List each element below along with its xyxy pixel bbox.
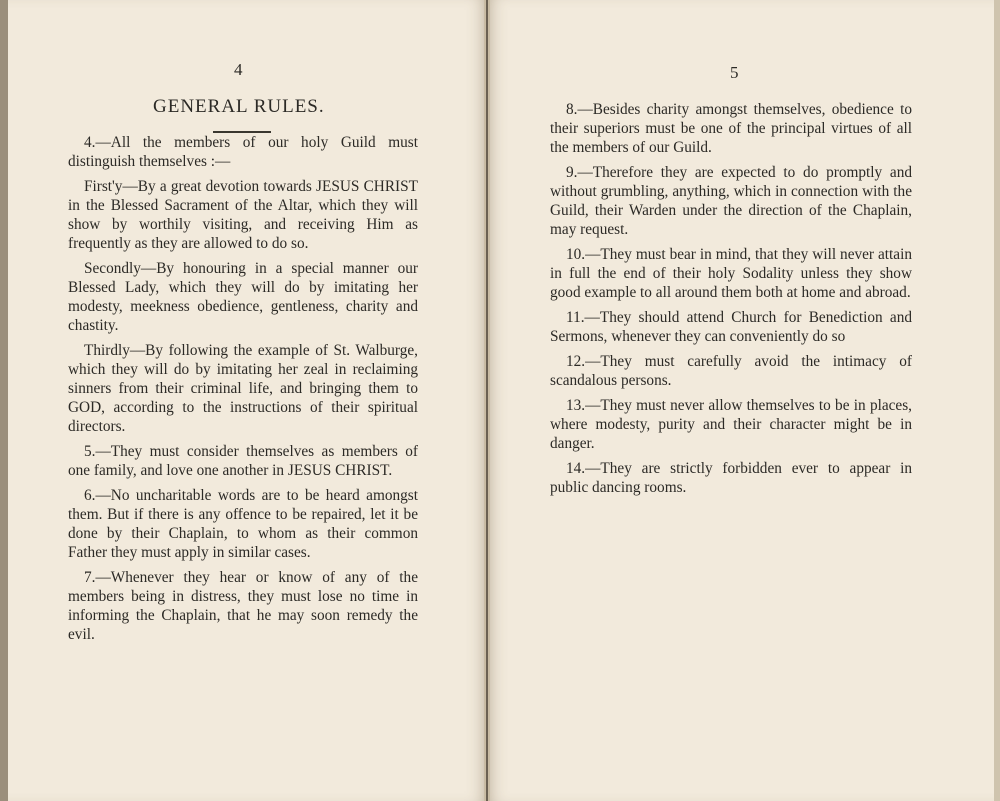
rule-5-paragraph: 5.—They must consider themselves as members of one family, and love one another in JESUS CHRIST.: [68, 443, 418, 479]
rule-11-paragraph: 11.—They should attend Church for Benediction and Sermons, whenever they can conveniently do so: [550, 309, 912, 345]
page-number-right: 5: [730, 63, 739, 82]
page-title: GENERAL RULES.: [153, 96, 325, 117]
rule-12-paragraph: 12.—They must carefully avoid the intimacy of scandalous persons.: [550, 353, 912, 389]
rule-14-paragraph: 14.—They are strictly forbidden ever to appear in public dancing rooms.: [550, 460, 912, 496]
gutter-line: [486, 0, 488, 801]
left-book-edge: [0, 0, 8, 801]
rule-8-paragraph: 8.—Besides charity amongst themselves, obedience to their superiors must be one of the principal virtues of all the members of our Guild.: [550, 101, 912, 156]
rule-9-paragraph: 9.—Therefore they are expected to do promptly and without grumbling, anything, which in connection with the Guild, their Warden under the direction of the Chaplain, may request.: [550, 164, 912, 238]
left-page-text: [68, 133, 418, 650]
rule-6-paragraph: 6.—No uncharitable words are to be heard amongst them. But if there is any offence to be repaired, let it be done by their Chaplain, to whom as their common Father they must apply in similar cases.: [68, 487, 418, 561]
thirdly-paragraph: Thirdly—By following the example of St. Walburge, which they will do by imitating her zeal in reclaiming sinners from their criminal life, and bringing them to GOD, according to the instructions of their spiritual directors.: [68, 342, 418, 435]
right-page: [490, 0, 994, 801]
secondly-paragraph: Secondly—By honouring in a special manner our Blessed Lady, which they will do by imitating her modesty, meekness obedience, gentleness, charity and chastity.: [68, 260, 418, 334]
left-page: [8, 0, 484, 801]
right-page-text: [550, 100, 912, 503]
rule-10-paragraph: 10.—They must bear in mind, that they will never attain in full the end of their holy Sodality unless they show good example to all around them both at home and abroad.: [550, 246, 912, 301]
right-book-edge: [994, 0, 1000, 801]
page-number-left: 4: [234, 60, 243, 79]
rule-13-paragraph: 13.—They must never allow themselves to be in places, where modesty, purity and their character might be in danger.: [550, 397, 912, 452]
rule-7-paragraph: 7.—Whenever they hear or know of any of the members being in distress, they must lose no time in informing the Chaplain, that he may soon remedy the evil.: [68, 569, 418, 643]
firstly-paragraph: First'y—By a great devotion towards JESUS CHRIST in the Blessed Sacrament of the Altar, which they will show by worthily visiting, and receiving Him as frequently as they are allowed to do so.: [68, 178, 418, 252]
rule-4-paragraph: 4.—All the members of our holy Guild must distinguish themselves :—: [68, 134, 418, 170]
